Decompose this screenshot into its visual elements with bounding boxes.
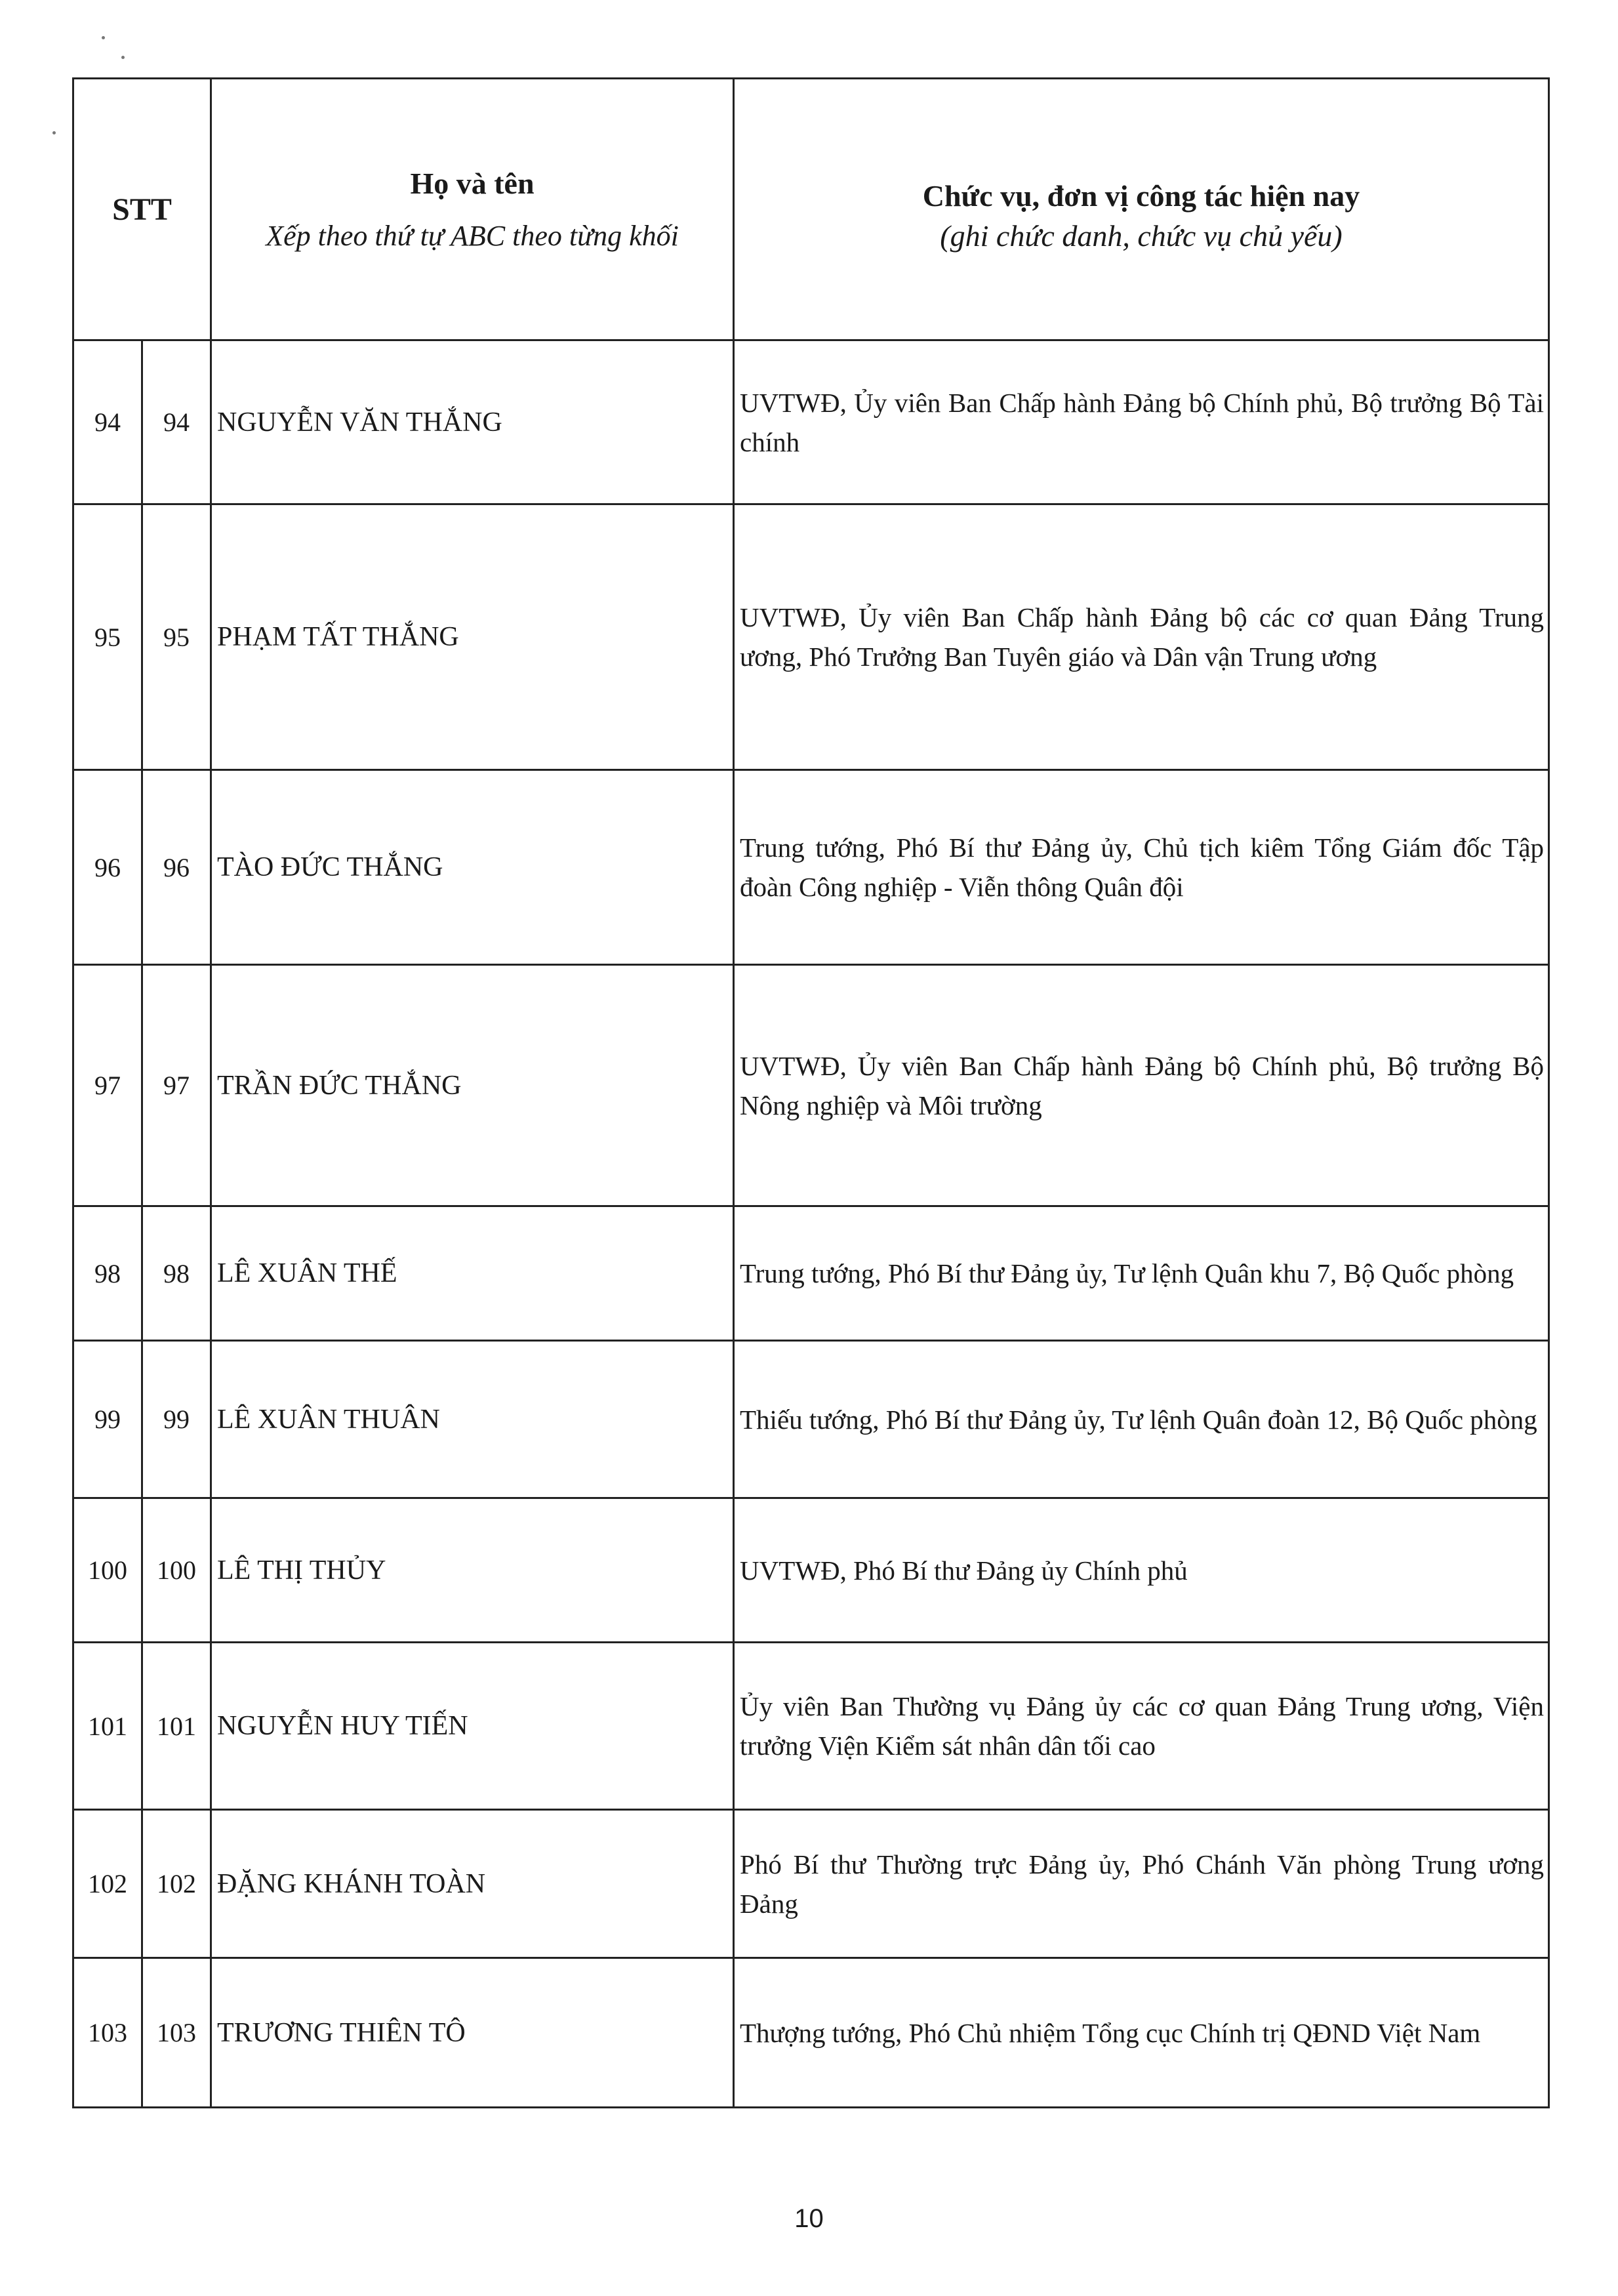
- position-cell: UVTWĐ, Phó Bí thư Đảng ủy Chính phủ: [734, 1498, 1549, 1643]
- name-cell: TRẦN ĐỨC THẮNG: [211, 965, 734, 1206]
- stt-cell: 100: [142, 1498, 211, 1643]
- scan-speck: [102, 36, 105, 39]
- position-header-title: Chức vụ, đơn vị công tác hiện nay: [922, 179, 1360, 213]
- name-header-note: Xếp theo thứ tự ABC theo từng khối: [266, 220, 679, 252]
- stt-cell: 99: [73, 1341, 142, 1498]
- stt-cell: 99: [142, 1341, 211, 1498]
- stt-cell: 103: [73, 1958, 142, 2108]
- stt-cell: 94: [73, 340, 142, 504]
- position-cell: Ủy viên Ban Thường vụ Đảng ủy các cơ quan Đảng Trung ương, Viện trưởng Viện Kiểm sát nhân dân tối cao: [734, 1643, 1549, 1810]
- position-cell: UVTWĐ, Ủy viên Ban Chấp hành Đảng bộ Chính phủ, Bộ trưởng Bộ Tài chính: [734, 340, 1549, 504]
- position-header: [734, 79, 1549, 340]
- stt-cell: 102: [73, 1810, 142, 1958]
- stt-cell: 98: [73, 1206, 142, 1341]
- position-cell: Thiếu tướng, Phó Bí thư Đảng ủy, Tư lệnh Quân đoàn 12, Bộ Quốc phòng: [734, 1341, 1549, 1498]
- name-header: [211, 79, 734, 340]
- table-row: [73, 1810, 1549, 1958]
- scan-speck: [121, 56, 125, 59]
- table-row: [73, 1206, 1549, 1341]
- position-cell: UVTWĐ, Ủy viên Ban Chấp hành Đảng bộ các cơ quan Đảng Trung ương, Phó Trưởng Ban Tuyên giáo và Dân vận Trung ương: [734, 504, 1549, 770]
- name-cell: PHẠM TẤT THẮNG: [211, 504, 734, 770]
- position-cell: Phó Bí thư Thường trực Đảng ủy, Phó Chánh Văn phòng Trung ương Đảng: [734, 1810, 1549, 1958]
- scan-speck: [52, 131, 56, 134]
- table-row: [73, 1958, 1549, 2108]
- position-cell: Trung tướng, Phó Bí thư Đảng ủy, Chủ tịch kiêm Tổng Giám đốc Tập đoàn Công nghiệp - Viễn thông Quân đội: [734, 770, 1549, 965]
- stt-cell: 96: [73, 770, 142, 965]
- table-row: [73, 340, 1549, 504]
- delegate-table: [72, 77, 1550, 2108]
- name-cell: LÊ XUÂN THẾ: [211, 1206, 734, 1341]
- table-row: [73, 1498, 1549, 1643]
- stt-cell: 102: [142, 1810, 211, 1958]
- name-cell: TRƯƠNG THIÊN TÔ: [211, 1958, 734, 2108]
- table-row: [73, 770, 1549, 965]
- stt-cell: 97: [142, 965, 211, 1206]
- stt-cell: 95: [142, 504, 211, 770]
- name-cell: NGUYỄN HUY TIẾN: [211, 1643, 734, 1810]
- stt-cell: 95: [73, 504, 142, 770]
- page-number: 10: [794, 2204, 824, 2233]
- stt-cell: 103: [142, 1958, 211, 2108]
- position-header-note: (ghi chức danh, chức vụ chủ yếu): [940, 219, 1343, 253]
- stt-cell: 98: [142, 1206, 211, 1341]
- position-cell: Trung tướng, Phó Bí thư Đảng ủy, Tư lệnh Quân khu 7, Bộ Quốc phòng: [734, 1206, 1549, 1341]
- name-cell: LÊ THỊ THỦY: [211, 1498, 734, 1643]
- table-row: [73, 1341, 1549, 1498]
- stt-cell: 101: [73, 1643, 142, 1810]
- name-cell: ĐẶNG KHÁNH TOÀN: [211, 1810, 734, 1958]
- stt-cell: 100: [73, 1498, 142, 1643]
- position-cell: UVTWĐ, Ủy viên Ban Chấp hành Đảng bộ Chính phủ, Bộ trưởng Bộ Nông nghiệp và Môi trường: [734, 965, 1549, 1206]
- position-cell: Thượng tướng, Phó Chủ nhiệm Tổng cục Chính trị QĐND Việt Nam: [734, 1958, 1549, 2108]
- table-row: [73, 504, 1549, 770]
- stt-header: STT: [73, 79, 211, 340]
- name-cell: LÊ XUÂN THUÂN: [211, 1341, 734, 1498]
- name-cell: TÀO ĐỨC THẮNG: [211, 770, 734, 965]
- stt-cell: 101: [142, 1643, 211, 1810]
- table-row: [73, 965, 1549, 1206]
- stt-cell: 96: [142, 770, 211, 965]
- name-header-title: Họ và tên: [410, 167, 535, 200]
- table-row: [73, 1643, 1549, 1810]
- stt-cell: 94: [142, 340, 211, 504]
- name-cell: NGUYỄN VĂN THẮNG: [211, 340, 734, 504]
- table-header-row: [73, 79, 1549, 340]
- stt-cell: 97: [73, 965, 142, 1206]
